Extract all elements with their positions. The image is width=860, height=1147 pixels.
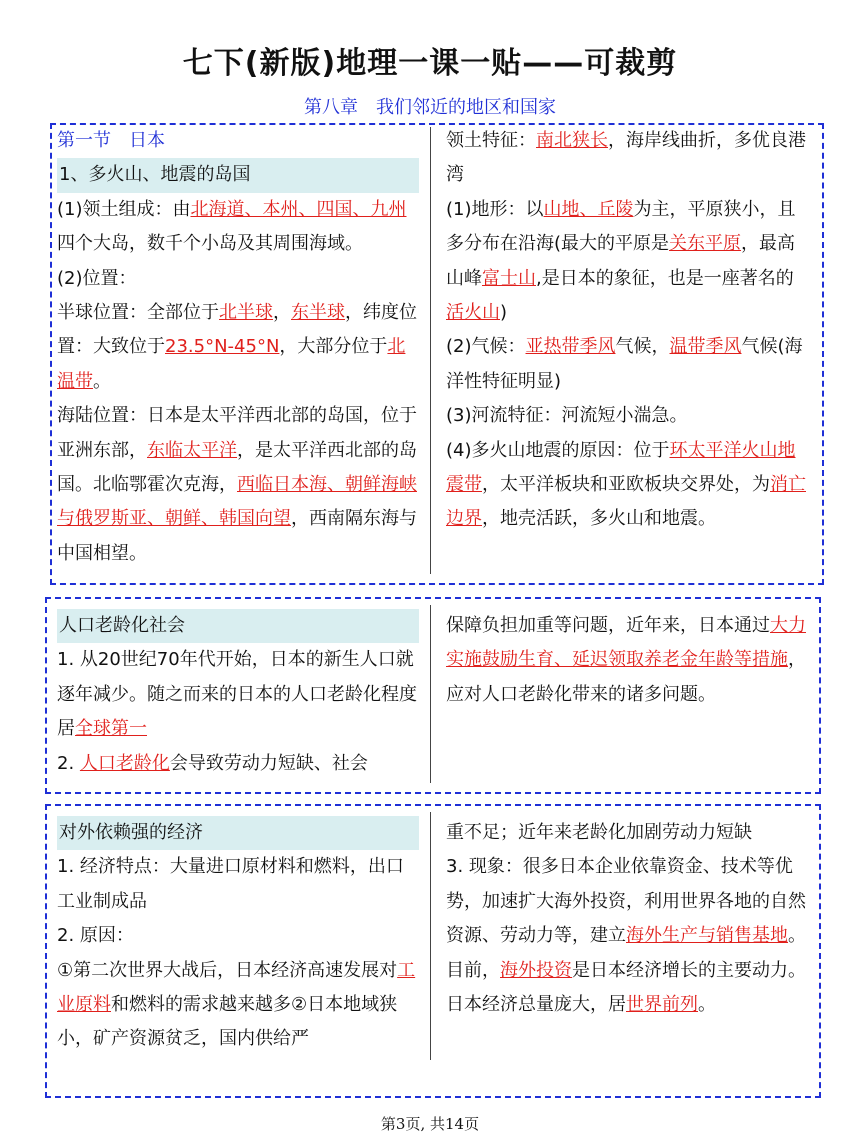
paragraph-aging-3: 保障负担加重等问题，近年来，日本通过大力实施鼓励生育、延迟领取养老金年龄等措施，应对人口老龄化带来的诸多问题。 [446,615,806,705]
column-divider [430,127,431,574]
paragraph-location-label: (2)位置： [57,267,137,289]
section2-right-column [446,609,808,712]
paragraph-economy-3: ①第二次世界大战后，日本经济高速发展对工业原料和燃料的需求越来越多②日本地域狭小，矿产资源贫乏，国内供给严 [57,959,416,1050]
page-footer: 第3页, 共14页 [380,1115,480,1133]
topic-heading: 1、多火山、地震的岛国 [57,158,419,192]
section3-left-column [57,816,419,1057]
paragraph-terrain: (1)地形：以山地、丘陵为主，平原狭小，且多分布在沿海(最大的平原是关东平原，最高山峰富士山,是日本的象征，也是一座著名的活火山) [446,198,796,324]
paragraph-rivers: (3)河流特征：河流短小湍急。 [446,405,688,427]
topic-heading: 人口老龄化社会 [57,609,419,643]
paragraph-economy-2: 2. 原因： [57,925,134,947]
chapter-title: 第八章 我们邻近的地区和国家 [304,97,556,118]
paragraph-territory-feature: 领土特征：南北狭长，海岸线曲折，多优良港湾 [446,130,806,186]
paragraph-aging-1: 1. 从20世纪70年代开始，日本的新生人口就逐年减少。随之而来的日本的人口老龄化程度居全球第一 [57,649,417,740]
paragraph-economy-1: 1. 经济特点：大量进口原材料和燃料，出口工业制成品 [57,856,404,912]
topic-heading: 对外依赖强的经济 [57,816,419,850]
section3-right-column [446,816,808,1022]
paragraph-sea-land: 海陆位置：日本是太平洋西北部的岛国，位于亚洲东部，东临太平洋，是太平洋西北部的岛国。北临鄂霍次克海，西临日本海、朝鲜海峡与俄罗斯亚、朝鲜、韩国向望，西南隔东海与中国相望。 [57,405,417,564]
paragraph-volcano-cause: (4)多火山地震的原因：位于环太平洋火山地震带，太平洋板块和亚欧板块交界处，为消亡边界，地壳活跃，多火山和地震。 [446,439,806,530]
column-divider [430,812,431,1060]
page-title: 七下(新版)地理一课一贴——可裁剪 [182,46,678,81]
paragraph-hemisphere: 半球位置：全部位于北半球，东半球，纬度位置：大致位于23.5°N-45°N，大部分位于北温带。 [57,302,417,392]
paragraph-economy-5: 3. 现象：很多日本企业依靠资金、技术等优势，加速扩大海外投资，利用世界各地的自然资源、劳动力等，建立海外生产与销售基地。目前，海外投资是日本经济增长的主要动力。日本经济总量庞大，居世界前列。 [446,856,806,1016]
paragraph-economy-4: 重不足；近年来老龄化加剧劳动力短缺 [446,822,752,843]
paragraph-territory: (1)领土组成：由北海道、本州、四国、九州四个大岛，数千个小岛及其周围海域。 [57,198,407,255]
section-title: 第一节 日本 [57,130,165,151]
section1-right-column [446,124,808,537]
section2-left-column [57,609,419,781]
column-divider [430,605,431,783]
paragraph-climate: (2)气候：亚热带季风气候，温带季风气候(海洋性特征明显) [446,336,803,392]
paragraph-aging-2: 2. 人口老龄化会导致劳动力短缺、社会 [57,752,368,774]
section1-left-column [57,124,419,571]
